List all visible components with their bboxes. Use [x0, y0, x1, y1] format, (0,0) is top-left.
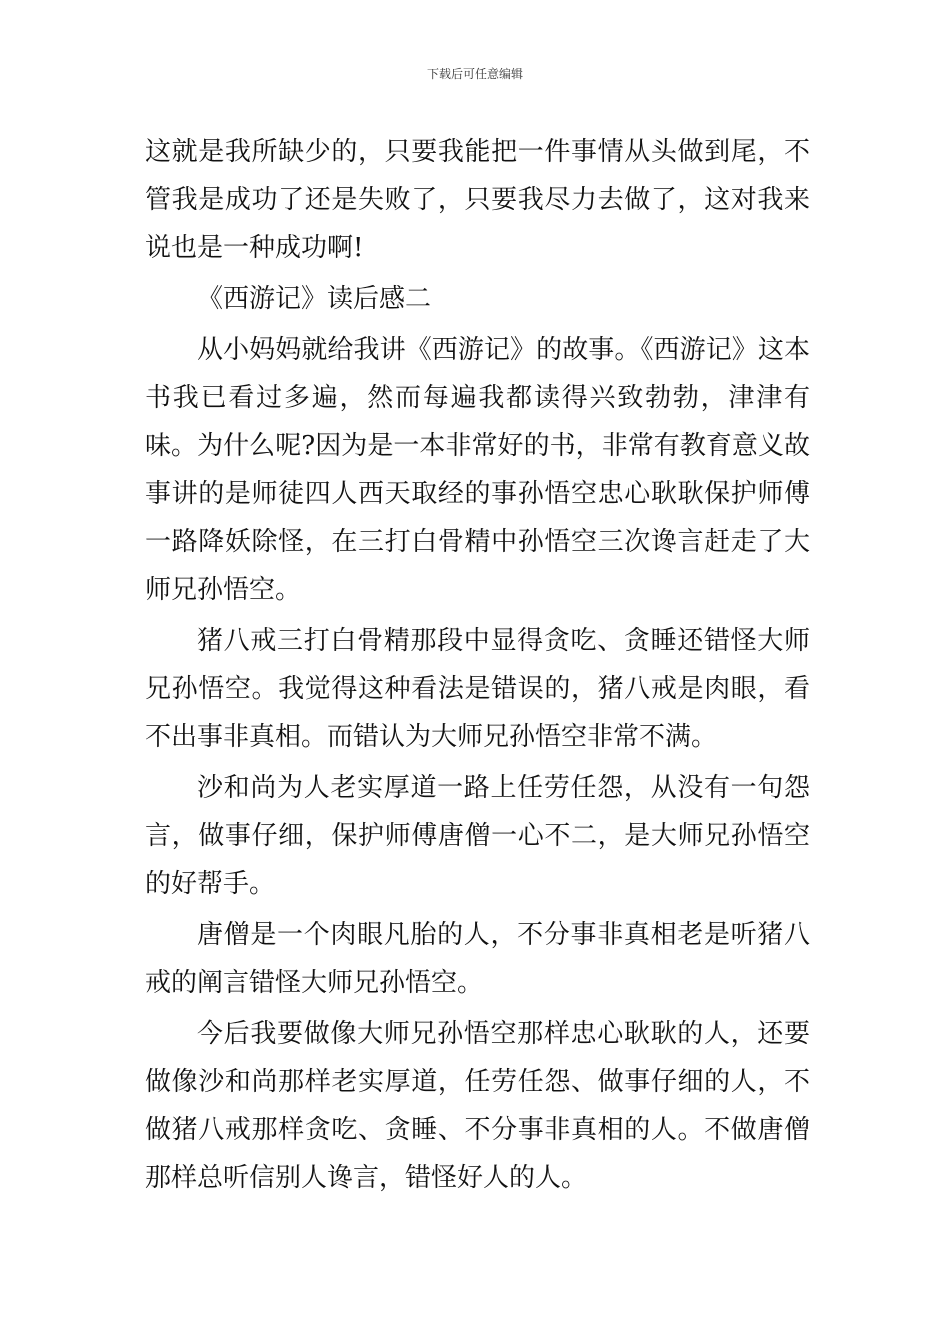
paragraph-continuation: 这就是我所缺少的，只要我能把一件事情从头做到尾，不管我是成功了还是失败了，只要我尽力去做了，这对我来说也是一种成功啊!	[145, 137, 810, 263]
header-note: 下载后可任意编辑	[426, 67, 523, 81]
paragraph: 沙和尚为人老实厚道一路上任劳任怨，从没有一句怨言，做事仔细，保护师傅唐僧一心不二，是大师兄孙悟空的好帮手。	[145, 773, 810, 899]
paragraph: 猪八戒三打白骨精那段中显得贪吃、贪睡还错怪大师兄孙悟空。我觉得这种看法是错误的，猪八戒是肉眼，看不出事非真相。而错认为大师兄孙悟空非常不满。	[145, 626, 810, 752]
document-body	[145, 128, 810, 1205]
paragraph: 唐僧是一个肉眼凡胎的人，不分事非真相老是听猪八戒的阐言错怪大师兄孙悟空。	[145, 920, 810, 998]
section-title: 《西游记》读后感二	[197, 284, 432, 314]
paragraph: 今后我要做像大师兄孙悟空那样忠心耿耿的人，还要做像沙和尚那样老实厚道，任劳任怨、做事仔细的人，不做猪八戒那样贪吃、贪睡、不分事非真相的人。不做唐僧那样总听信别人谗言，错怪好人的人。	[145, 1019, 810, 1193]
paragraph: 从小妈妈就给我讲《西游记》的故事。《西游记》这本书我已看过多遍，然而每遍我都读得兴致勃勃，津津有味。为什么呢?因为是一本非常好的书，非常有教育意义故事讲的是师徒四人西天取经的事孙悟空忠心耿耿保护师傅一路降妖除怪，在三打白骨精中孙悟空三次谗言赶走了大师兄孙悟空。	[145, 335, 810, 605]
